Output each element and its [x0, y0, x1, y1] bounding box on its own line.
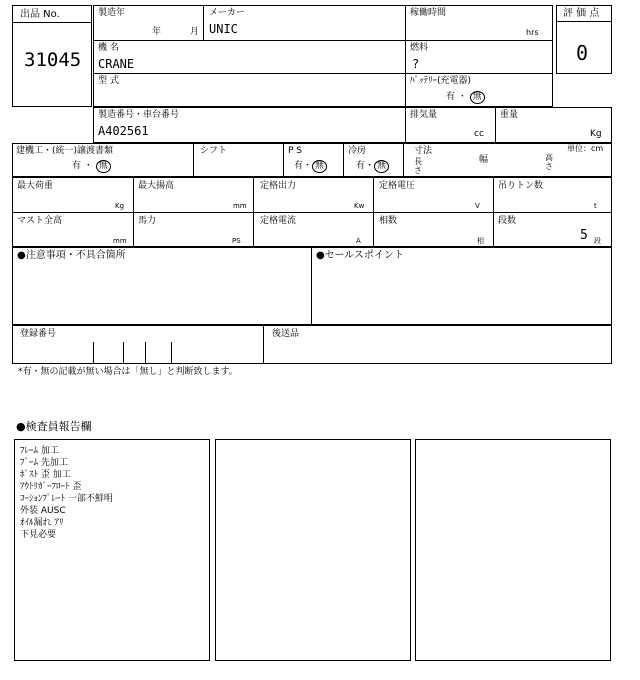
shift-label: シフト: [200, 146, 228, 156]
mast-height-label: マスト全高: [17, 216, 63, 226]
displacement-label: 排気量: [410, 110, 438, 120]
lot-number: 31045: [24, 49, 82, 71]
aircon-options: 有・ 無: [356, 160, 389, 173]
fuel-value: ?: [412, 57, 420, 71]
inspector-line: 外装 AUSC: [20, 506, 66, 516]
ps-no-circled: 無: [312, 160, 327, 173]
inspector-line: 下見必要: [20, 530, 57, 540]
weight-unit: Kg: [590, 129, 602, 139]
sales-points-label: ●セールスポイント: [316, 250, 404, 261]
dimensions-width: 幅: [479, 155, 489, 165]
rating-label: 評 価 点: [563, 8, 600, 19]
ps-label: P S: [288, 146, 303, 156]
lift-tonnage-unit: t: [594, 202, 597, 210]
battery-no-circled: 無: [470, 91, 485, 104]
registration-block: [12, 325, 612, 364]
stages-unit: 段: [594, 237, 601, 245]
maker-value: UNIC: [209, 22, 238, 36]
phase-unit: 相: [477, 237, 484, 245]
battery-label: ﾊﾞｯﾃﾘｰ(充電器): [410, 76, 472, 86]
followup-label: 後送品: [272, 329, 300, 339]
dimensions-unit-note: 単位：cm: [567, 144, 604, 153]
inspector-panel-2: [215, 439, 411, 661]
model-name-label: 機 名: [98, 43, 119, 53]
hours-label: 稼働時間: [410, 8, 447, 18]
dimensions-label: 寸法: [414, 146, 433, 156]
model-name-value: CRANE: [98, 57, 135, 71]
phase-label: 相数: [379, 216, 398, 226]
horsepower-unit: PS: [232, 237, 241, 245]
registration-label: 登録番号: [20, 329, 57, 339]
inspector-title: ●検査員報告欄: [16, 420, 92, 433]
aircon-no-circled: 無: [374, 160, 389, 173]
battery-options: 有 ・ 無: [446, 91, 485, 104]
battery-yes: 有: [446, 92, 456, 102]
max-load-unit: Kg: [115, 202, 125, 210]
rated-voltage-label: 定格電圧: [379, 181, 416, 191]
stages-value: 5: [580, 228, 588, 243]
serial-value: A402561: [98, 124, 149, 138]
rated-current-label: 定格電流: [260, 216, 297, 226]
rated-output-unit: Kw: [354, 202, 365, 210]
serial-label: 製造番号・車台番号: [98, 110, 180, 120]
rating-value: 0: [576, 41, 589, 65]
weight-label: 重量: [500, 110, 519, 120]
model-type-label: 型 式: [98, 76, 119, 86]
rated-output-label: 定格出力: [260, 181, 297, 191]
dimensions-height: 高さ: [545, 153, 553, 171]
manufactured-label: 製造年: [98, 8, 126, 18]
mast-height-unit: mm: [113, 237, 127, 245]
inspector-line: ﾌﾞｰﾑ 先加工: [20, 458, 68, 468]
inspector-line: ｺｰｼｮﾝﾌﾟﾚｰﾄ 一部不鮮明: [20, 494, 113, 504]
lift-tonnage-label: 吊りトン数: [498, 181, 544, 191]
inspector-line: ｵｲﾙ漏れ ｱﾘ: [20, 518, 64, 528]
horsepower-label: 馬力: [138, 216, 157, 226]
maker-label: メーカー: [209, 8, 245, 18]
hours-unit: hrs: [526, 28, 539, 37]
notes-label: ●注意事項・不具合箇所: [17, 250, 126, 261]
inspector-line: ﾎﾟｽﾄ 歪 加工: [20, 470, 71, 480]
footnote: *有・無の記載が無い場合は「無し」と判断致します。: [18, 367, 238, 377]
max-load-label: 最大荷重: [17, 181, 54, 191]
aircon-label: 冷房: [348, 146, 367, 156]
transfer-doc-options: 有 ・ 無: [72, 160, 111, 173]
inspector-line: ｱｳﾄﾘｶﾞｰﾌﾛｰﾄ 歪: [20, 482, 82, 492]
max-lift-unit: mm: [233, 202, 247, 210]
rated-current-unit: A: [356, 237, 361, 245]
manufactured-year-unit: 年: [152, 27, 162, 37]
inspector-line: ﾌﾚｰﾑ 加工: [20, 446, 59, 456]
max-lift-label: 最大揚高: [138, 181, 175, 191]
fuel-label: 燃料: [410, 43, 429, 53]
manufactured-month-unit: 月: [190, 27, 200, 37]
inspector-panel-3: [415, 439, 611, 661]
lot-label: 出品 No.: [20, 9, 60, 20]
displacement-unit: cc: [474, 129, 484, 139]
stages-label: 段数: [498, 216, 517, 226]
transfer-doc-no-circled: 無: [96, 160, 111, 173]
transfer-doc-label: 建機工・(統一)譲渡書類: [16, 146, 114, 156]
dimensions-length: 長さ: [414, 157, 422, 175]
rated-voltage-unit: V: [475, 202, 480, 210]
ps-options: 有・ 無: [294, 160, 327, 173]
